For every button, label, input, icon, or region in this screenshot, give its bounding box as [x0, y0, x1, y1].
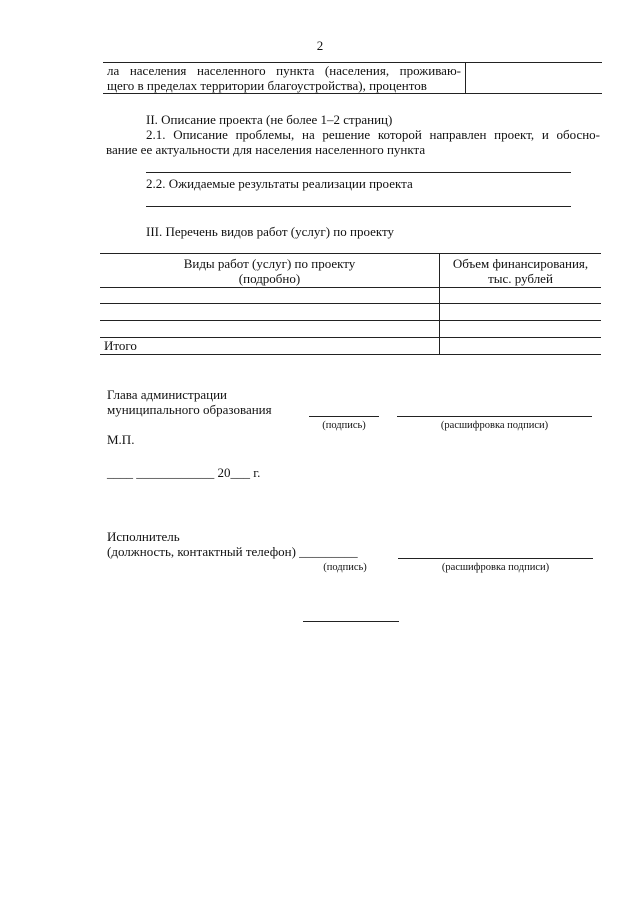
item22-answer-line: [146, 206, 571, 207]
works-table-header-bottom: [100, 287, 601, 288]
top-table-column-divider: [465, 62, 466, 93]
executor-title-line2: (должность, контактный телефон) _________: [107, 544, 358, 559]
section2-item22: 2.2. Ожидаемые результаты реализации проекта: [146, 176, 413, 191]
executor-decoding-line: [398, 558, 593, 559]
works-table-top-border: [100, 253, 601, 254]
head-title-line2: муниципального образования: [107, 402, 272, 417]
works-table-total-label: Итого: [104, 338, 137, 353]
works-table-col1-header-line1: Виды работ (услуг) по проекту: [183, 256, 356, 271]
section3-heading: III. Перечень видов работ (услуг) по проекту: [146, 224, 395, 239]
top-table-bottom-border: [103, 93, 602, 94]
head-title-line1: Глава администрации: [107, 387, 228, 402]
date-line: ____ ____________ 20___ г.: [107, 465, 261, 480]
head-decoding-line: [397, 416, 592, 417]
executor-title-line1: Исполнитель: [107, 529, 180, 544]
executor-decoding-caption: (расшифровка подписи): [441, 562, 550, 573]
works-table-col2-header-line1: Объем финансирования,: [452, 256, 589, 271]
works-table-row-line: [100, 337, 601, 338]
executor-signature-caption: (подпись): [323, 562, 367, 573]
head-signature-line: [309, 416, 379, 417]
head-signature-caption: (подпись): [322, 420, 366, 431]
section2-heading: II. Описание проекта (не более 1–2 страниц): [146, 112, 393, 127]
works-table-col2-header-line2: тыс. рублей: [488, 271, 553, 286]
closing-separator: [303, 621, 399, 622]
section2-item21-line2: вание ее актуальности для населения населенного пункта: [106, 142, 426, 157]
item21-answer-line: [146, 172, 571, 173]
top-table-text-line2: щего в пределах территории благоустройства), процентов: [107, 78, 427, 93]
head-decoding-caption: (расшифровка подписи): [440, 420, 549, 431]
works-table-row-line: [100, 303, 601, 304]
section2-item21-line1: 2.1. Описание проблемы, на решение которой направлен проект, и обосно-: [146, 127, 600, 142]
page-number: 2: [316, 38, 324, 53]
works-table-col1-header-line2: (подробно): [238, 271, 301, 286]
works-table-bottom-border: [100, 354, 601, 355]
works-table-row-line: [100, 320, 601, 321]
seal-label: М.П.: [107, 432, 135, 447]
top-table-text-line1: ла населения населенного пункта (населения, проживаю-: [107, 63, 461, 78]
